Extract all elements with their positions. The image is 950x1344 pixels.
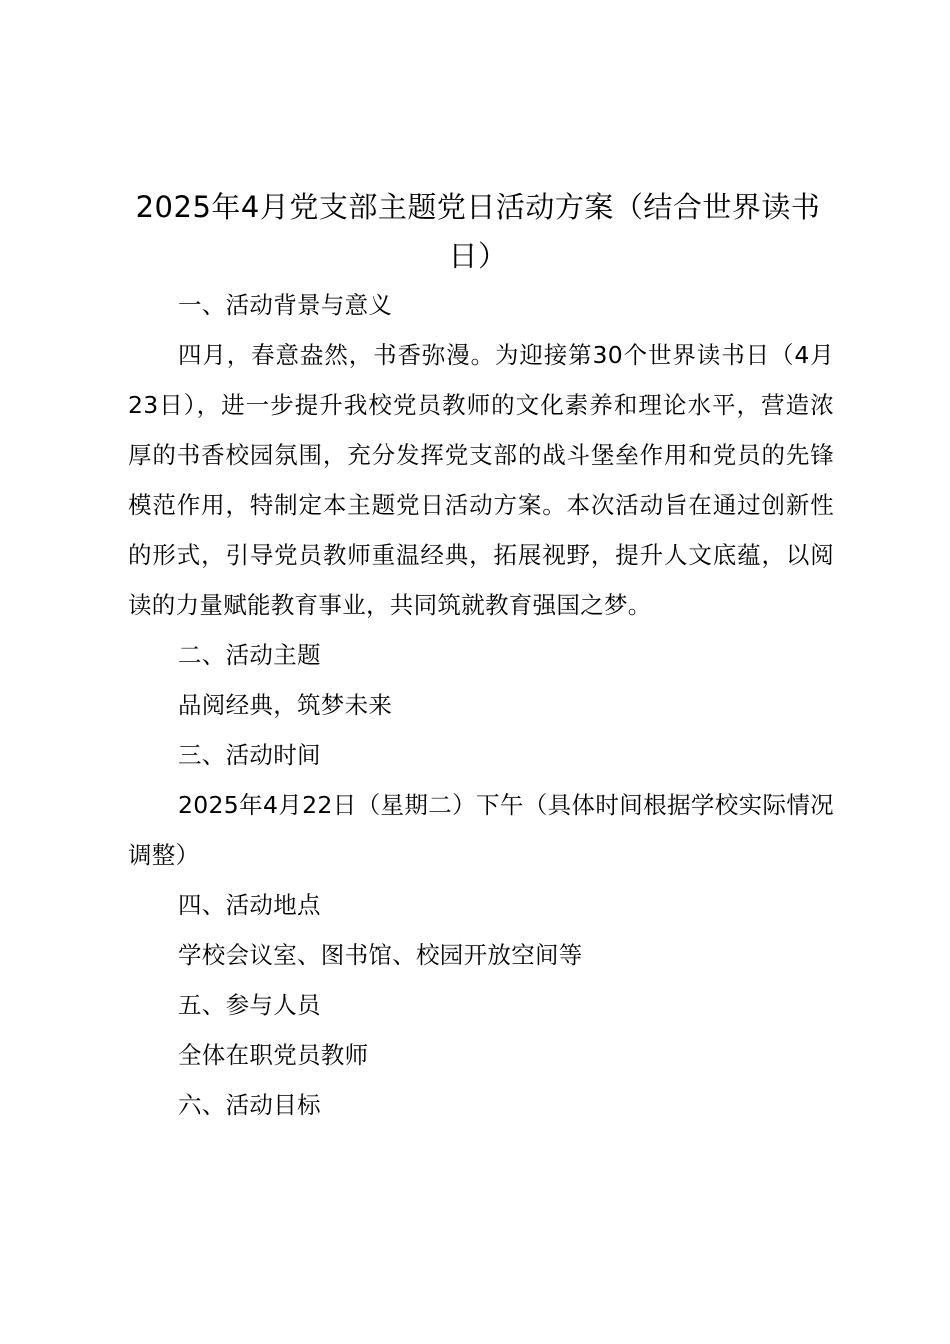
document-body [128,280,834,1130]
participants-paragraph: 全体在职党员教师 [178,1041,369,1069]
section-heading-participants: 五、参与人员 [178,991,321,1019]
location-paragraph: 学校会议室、图书馆、校园开放空间等 [178,941,583,969]
section-heading-goals: 六、活动目标 [178,1091,321,1119]
time-paragraph: 2025年4月22日（星期二）下午（具体时间根据学校实际情况调整） [128,791,834,869]
section-heading-background: 一、活动背景与意义 [178,291,393,319]
document-title: 2025年4月党支部主题党日活动方案（结合世界读书日） [135,190,821,273]
theme-paragraph: 品阅经典，筑梦未来 [178,691,393,719]
section-heading-location: 四、活动地点 [178,891,321,919]
section-heading-theme: 二、活动主题 [178,641,321,669]
section-heading-time: 三、活动时间 [178,741,321,769]
background-paragraph: 四月，春意盎然，书香弥漫。为迎接第30个世界读书日（4月23日），进一步提升我校党员教师的文化素养和理论水平，营造浓厚的书香校园氛围，充分发挥党支部的战斗堡垒作用和党员的先锋模范作用，特制定本主题党日活动方案。本次活动旨在通过创新性的形式，引导党员教师重温经典，拓展视野，提升人文底蕴，以阅读的力量赋能教育事业，共同筑就教育强国之梦。 [128,341,834,619]
